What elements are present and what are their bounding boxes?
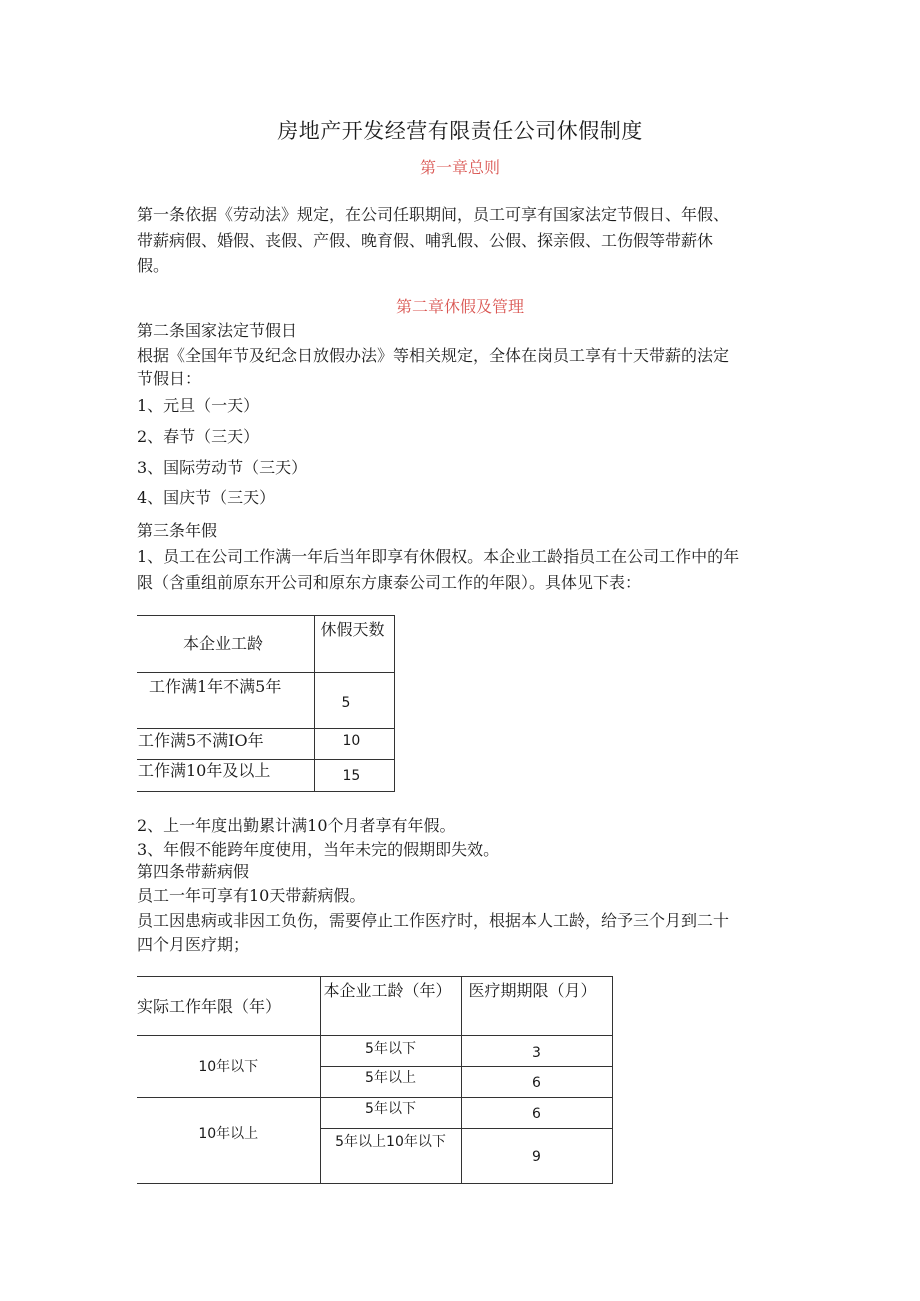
holiday-item: 3、国际劳动节（三天） — [137, 458, 308, 477]
document-title: 房地产开发经营有限责任公司休假制度 — [277, 119, 643, 143]
table-cell: 5年以下 — [320, 1098, 461, 1129]
art4-line2: 员工因患病或非因工负伤，需要停止工作医疗时，根据本人工龄，给予三个月到二十 — [137, 911, 730, 930]
sick-leave-table — [137, 976, 613, 1184]
art4-line3: 四个月医疗期； — [137, 935, 250, 954]
table-cell: 5年以上10年以下 — [320, 1129, 461, 1184]
table-header-cell: 本企业工龄（年） — [320, 977, 461, 1036]
table-group-label: 10年以下 — [137, 1036, 320, 1098]
table-cell: 3 — [461, 1036, 612, 1067]
table-row — [137, 673, 394, 729]
table-cell: 工作满1年不满5年 — [137, 673, 314, 729]
table-group-label: 10年以上 — [137, 1098, 320, 1184]
table-cell: 6 — [461, 1067, 612, 1098]
table-header-cell: 医疗期期限（月） — [461, 977, 612, 1036]
table-header-cell: 本企业工龄 — [137, 616, 314, 673]
art1-line1: 第一条依据《劳动法》规定，在公司任职期间，员工可享有国家法定节假日、年假、 — [137, 205, 730, 224]
table-cell: 5年以上 — [320, 1067, 461, 1098]
table-row — [137, 729, 394, 760]
art2-title: 第二条国家法定节假日 — [137, 321, 298, 340]
art3-note2: 2、上一年度出勤累计满10个月者享有年假。 — [137, 816, 456, 835]
holiday-item: 2、春节（三天） — [137, 427, 260, 446]
table-cell: 6 — [461, 1098, 612, 1129]
table-cell: 5年以下 — [320, 1036, 461, 1067]
art4-title: 第四条带薪病假 — [137, 862, 250, 881]
table-cell: 9 — [461, 1129, 612, 1184]
art3-title: 第三条年假 — [137, 521, 218, 540]
chapter2-heading: 第二章休假及管理 — [395, 297, 524, 316]
chapter1-heading: 第一章总则 — [419, 158, 500, 177]
art1-line2: 带薪病假、婚假、丧假、产假、晚育假、哺乳假、公假、探亲假、工伤假等带薪休 — [137, 231, 714, 250]
table-cell: 工作满10年及以上 — [137, 760, 314, 792]
art2-line1: 根据《全国年节及纪念日放假办法》等相关规定，全体在岗员工享有十天带薪的法定 — [137, 346, 730, 365]
art3-line2: 限（含重组前原东开公司和原东方康泰公司工作的年限）。具体见下表： — [137, 573, 642, 592]
art4-line1: 员工一年可享有10天带薪病假。 — [137, 886, 366, 905]
art3-line1: 1、员工在公司工作满一年后当年即享有休假权。本企业工龄指员工在公司工作中的年 — [137, 547, 740, 566]
table-cell: 15 — [314, 760, 394, 792]
table-row — [137, 1036, 612, 1067]
table-header-row — [137, 977, 612, 1036]
art1-line3: 假。 — [137, 256, 170, 275]
art3-note3: 3、年假不能跨年度使用，当年未完的假期即失效。 — [137, 840, 500, 859]
table-cell: 5 — [314, 673, 394, 729]
holiday-item: 4、国庆节（三天） — [137, 488, 276, 507]
art2-line2: 节假日： — [137, 369, 202, 388]
holiday-item: 1、元旦（一天） — [137, 396, 260, 415]
table-cell: 10 — [314, 729, 394, 760]
table-header-cell: 实际工作年限（年） — [137, 977, 320, 1036]
table-cell: 工作满5不满IO年 — [137, 729, 314, 760]
table-row — [137, 1098, 612, 1129]
table-row — [137, 760, 394, 792]
table-header-row — [137, 616, 394, 673]
annual-leave-table — [137, 615, 395, 792]
table-header-cell: 休假天数 — [314, 616, 394, 673]
